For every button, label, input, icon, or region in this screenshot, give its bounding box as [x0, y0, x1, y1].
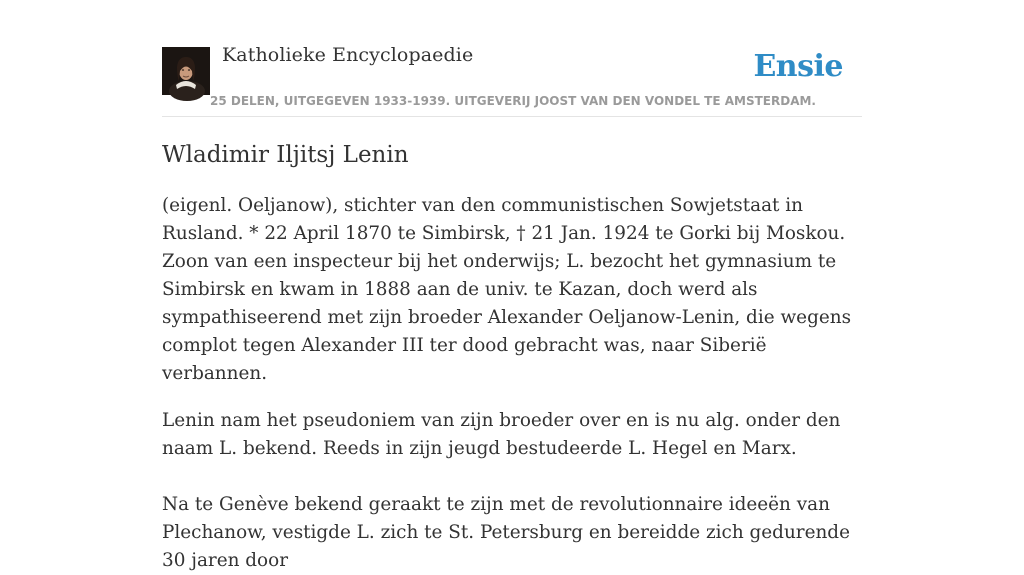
source-subtitle: 25 DELEN, UITGEGEVEN 1933-1939. UITGEVERIJ JOOST VAN DEN VONDEL TE AMSTERDAM. [210, 94, 816, 108]
ensie-logo[interactable]: Ensie [753, 49, 843, 84]
source-avatar[interactable] [162, 47, 210, 95]
article [162, 140, 862, 575]
article-paragraph: Lenin nam het pseudoniem van zijn broeder over en is nu alg. onder den naam L. bekend. Reeds in zijn jeugd bestudeerde L. Hegel en Marx. [162, 410, 841, 459]
article-paragraph: (eigenl. Oeljanow), stichter van den communistischen Sowjetstaat in Rusland. * 22 April 1870 te Simbirsk, † 21 Jan. 1924 te Gorki bij Moskou. Zoon van een inspecteur bij het onderwijs; L. bezocht het gymnasium te Simbirsk en kwam in 1888 aan de univ. te Kazan, doch werd als sympathiseerend met zijn broeder Alexander Oeljanow-Lenin, die wegens complot tegen Alexander III ter dood gebracht was, naar Siberië verbannen. [162, 195, 852, 384]
article-paragraph: Na te Genève bekend geraakt te zijn met de revolutionnaire ideeën van Plechanow, vestigde L. zich te St. Petersburg en bereidde zich gedurende 30 jaren door [162, 494, 850, 571]
source-title[interactable]: Katholieke Encyclopaedie [222, 44, 474, 66]
article-title: Wladimir Iljitsj Lenin [162, 142, 409, 168]
source-header [162, 40, 862, 117]
portrait-icon [162, 47, 210, 95]
